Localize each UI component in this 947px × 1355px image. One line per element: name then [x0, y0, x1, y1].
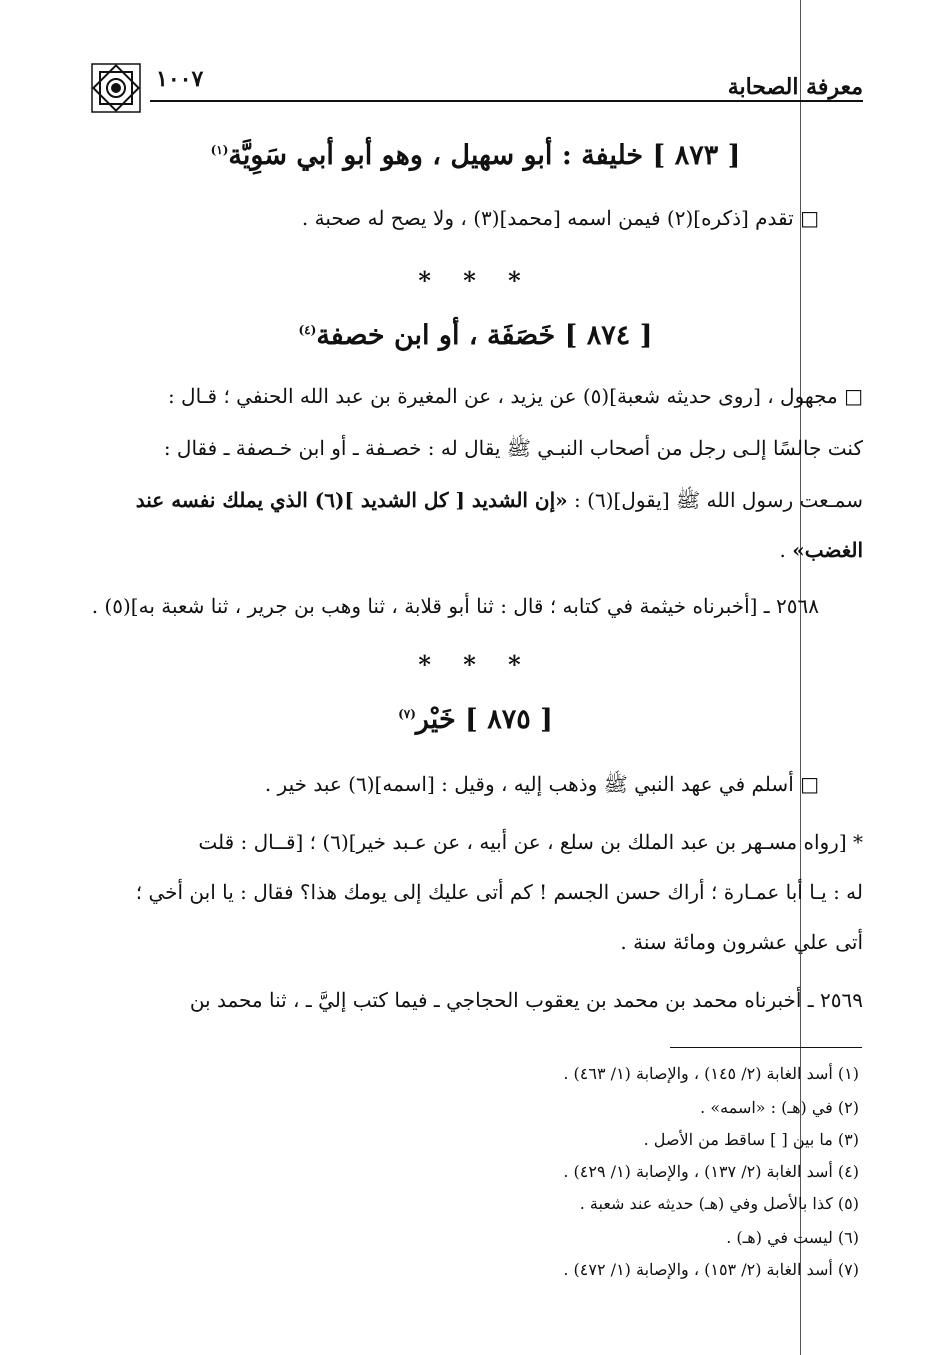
page-number: ١٠٠٧ [156, 66, 204, 92]
entry-title [88, 320, 863, 351]
footnote: (٢) في (هـ) : «اسمه» . [700, 1098, 859, 1117]
footnote-rule [670, 1047, 862, 1048]
hadith-text: «إن الشديد [ كل الشديد ](٦) الذي يملك نفسه عند [135, 488, 568, 512]
footnote: (٦) ليست في (هـ) . [726, 1228, 859, 1247]
header-rule [150, 100, 863, 102]
footnote: (٥) كذا بالأصل وفي (هـ) حديثه عند شعبة . [579, 1194, 859, 1213]
narration-2568: ٢٥٦٨ ـ [أخبرناه خيثمة في كتابه ؛ قال : ثنا أبو قلابة ، ثنا وهب بن جرير ، ثنا شعبة به](٥) . [91, 594, 819, 618]
footnote: (٧) أسد الغابة (٢/ ١٥٣) ، والإصابة (١/ ٤٧٢) . [563, 1260, 859, 1279]
footnote-ref: (٤) [298, 323, 317, 337]
paragraph-line: أتى علي عشرون ومائة سنة . [620, 930, 863, 954]
paragraph-line: له : يـا أبا عمـارة ؛ أراك حسن الجسم ! كم أتى عليك إلى يومك هذا؟ فقال : يا ابن أخي ؛ [135, 880, 863, 904]
entry-title-text: [ ٨٧٣ ] خليفة : أبو سهيل ، وهو أبو أبي سَوِيَّة [228, 140, 741, 171]
paragraph-line: □ مجهول ، [روى حديثه شعبة](٥) عن يزيد ، عن المغيرة بن عبد الله الحنفي ؛ قـال : [167, 384, 863, 408]
paragraph-line [136, 488, 863, 517]
footnote: (١) أسد الغابة (٢/ ١٤٥) ، والإصابة (١/ ٤٦٣) . [563, 1064, 859, 1083]
page-header [88, 60, 863, 118]
footnote: (٤) أسد الغابة (٢/ ١٣٧) ، والإصابة (١/ ٤٢٩) . [563, 1162, 859, 1181]
entry-title [88, 704, 863, 735]
paragraph-text: سمـعت رسول الله ﷺ [يقول](٦) : [567, 488, 863, 512]
footnote-ref: (٧) [398, 707, 416, 721]
footnote: (٣) ما بين [ ] ساقط من الأصل . [643, 1130, 859, 1149]
paragraph-line: كنت جالسًا إلـى رجل من أصحاب النبـي ﷺ يقال له : خصـفة ـ أو ابن خـصفة ـ فقال : [163, 436, 863, 460]
star-ornament-icon [88, 60, 144, 116]
paragraph-line: * [رواه مسـهر بن عبد الملك بن سلع ، عن أبيه ، عن عـبد خير](٦) ؛ [قــال : قلت [198, 830, 863, 854]
paragraph-line: □ أسلم في عهد النبي ﷺ وذهب إليه ، وقيل : [اسمه](٦) عبد خير . [264, 772, 819, 796]
running-title: معرفة الصحابة [727, 74, 863, 100]
paragraph-text: . [779, 538, 793, 562]
entry-title-text: [ ٨٧٤ ] خَصَفَة ، أو ابن خصفة [316, 320, 653, 351]
section-separator: * * * [418, 266, 533, 295]
entry-title [88, 140, 863, 171]
hadith-text: الغضب» [792, 538, 863, 562]
paragraph-line [780, 538, 864, 562]
section-separator: * * * [418, 650, 533, 679]
entry-title-text: [ ٨٧٥ ] خَيْر [415, 704, 553, 735]
narration-2569: ٢٥٦٩ ـ أخبرناه محمد بن محمد بن يعقوب الحجاجي ـ فيما كتب إليَّ ـ ، ثنا محمد بن [189, 988, 863, 1012]
footnote-ref: (١) [210, 143, 229, 157]
paragraph-line: □ تقدم [ذكره](٢) فيمن اسمه [محمد](٣) ، ولا يصح له صحبة . [301, 206, 819, 230]
